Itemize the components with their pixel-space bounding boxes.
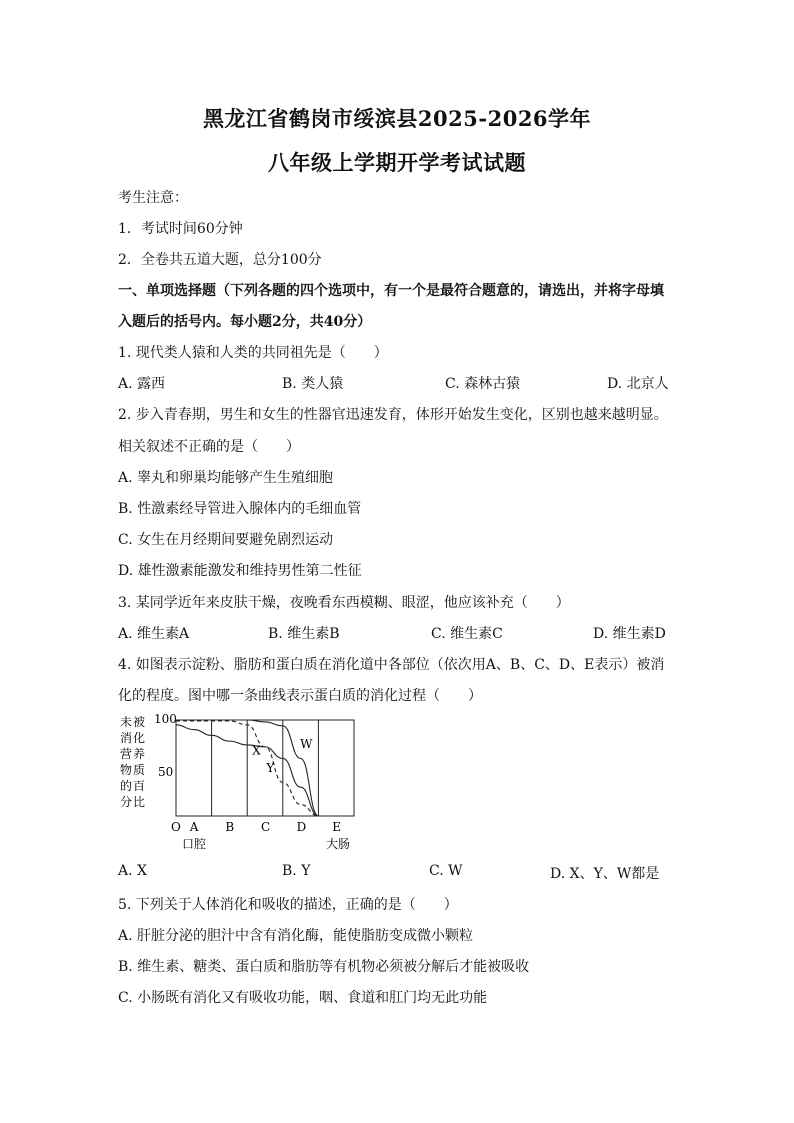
q5-stem: 5. 下列关于人体消化和吸收的描述，正确的是（ ） — [118, 897, 458, 913]
q1-option-b[interactable]: B. 类人猿 — [282, 376, 344, 392]
q2-option-c[interactable]: C. 女生在月经期间要避免剧烈运动 — [118, 532, 334, 548]
q2-option-d[interactable]: D. 雄性激素能激发和维持男性第二性征 — [118, 563, 362, 579]
q2-option-a[interactable]: A. 睾丸和卵巢均能够产生生殖细胞 — [118, 470, 334, 486]
chart-ylabel-char: 被 — [133, 715, 146, 729]
q2-option-b[interactable]: B. 性激素经导管进入腺体内的毛细血管 — [118, 501, 362, 517]
q1-option-d[interactable]: D. 北京人 — [607, 376, 669, 392]
q5-option-a[interactable]: A. 肝脏分泌的胆汁中含有消化酶，能使脂肪变成微小颗粒 — [118, 928, 474, 944]
chart-xtick-A: A — [189, 820, 199, 834]
q3-option-c[interactable]: C. 维生素C — [431, 626, 503, 642]
chart-series-label-W: W — [300, 737, 313, 751]
chart-ylabel — [120, 714, 145, 809]
notice-heading: 考生注意： — [118, 190, 188, 206]
q2-stem-line2: 相关叙述不正确的是（ ） — [118, 439, 300, 455]
chart-xtick-D: D — [296, 820, 307, 834]
chart-xtick-C: C — [261, 820, 271, 834]
section1-instructions-line1: 一、单项选择题（下列各题的四个选项中，有一个是最符合题意的，请选出，并将字母填 — [118, 283, 664, 299]
q5-option-b[interactable]: B. 维生素、糖类、蛋白质和脂肪等有机物必须被分解后才能被吸收 — [118, 959, 530, 975]
chart-xtick-B: B — [225, 820, 235, 834]
chart-ylabel-char: 化 — [133, 731, 146, 745]
chart-ylabel-char: 未 — [120, 715, 133, 729]
q4-option-a[interactable]: A. X — [118, 863, 147, 879]
notice-item-1: 1．考试时间60分钟 — [118, 221, 243, 237]
chart-xsublabel-mouth: 口腔 — [182, 837, 207, 851]
chart-plot-frame — [176, 720, 354, 816]
chart-ylabel-char: 营 — [120, 747, 133, 761]
chart-xtick-labels — [189, 820, 341, 834]
chart-ylabel-char: 分 — [120, 795, 133, 809]
chart-ylabel-char: 质 — [133, 763, 146, 777]
q3-option-a[interactable]: A. 维生素A — [118, 626, 190, 642]
q3-stem: 3. 某同学近年来皮肤干燥，夜晚看东西模糊、眼涩，他应该补充（ ） — [118, 595, 570, 611]
chart-series-label-X: X — [252, 743, 261, 758]
chart-ylabel-char: 消 — [120, 731, 133, 745]
chart-frame-rect — [176, 720, 354, 816]
chart-ylabel-char: 百 — [133, 779, 146, 793]
section1-instructions-line2: 入题后的括号内。每小题2分，共40分） — [118, 314, 372, 330]
chart-ylabel-char: 养 — [133, 747, 146, 761]
chart-xsublabel-large-intestine: 大肠 — [326, 837, 351, 851]
q1-stem: 1. 现代类人猿和人类的共同祖先是（ ） — [118, 345, 388, 361]
q4-option-b[interactable]: B. Y — [282, 863, 311, 879]
q1-option-c[interactable]: C. 森林古猿 — [445, 376, 521, 392]
digestion-chart — [116, 712, 366, 854]
q3-option-d[interactable]: D. 维生素D — [593, 626, 666, 642]
exam-title-line2: 八年级上学期开学考试试题 — [268, 150, 526, 175]
chart-ylabel-char: 物 — [120, 763, 133, 777]
q4-stem-line2: 化的程度。图中哪一条曲线表示蛋白质的消化过程（ ） — [118, 688, 482, 704]
exam-title-line1: 黑龙江省鹤岗市绥滨县2025-2026学年 — [202, 106, 592, 131]
notice-item-2: 2．全卷共五道大题，总分100分 — [118, 252, 322, 268]
q4-stem-line1: 4. 如图表示淀粉、脂肪和蛋白质在消化道中各部位（依次用A、B、C、D、E表示）被消 — [118, 657, 665, 673]
q2-stem-line1: 2. 步入青春期，男生和女生的性器官迅速发育，体形开始发生变化，区别也越来越明显。 — [118, 407, 668, 423]
chart-ytick-50: 50 — [158, 765, 174, 779]
chart-series-label-Y: Y — [266, 761, 275, 775]
q4-option-c[interactable]: C. W — [429, 863, 463, 879]
chart-ytick-100: 100 — [154, 712, 177, 726]
q4-option-d[interactable]: D. X、Y、W都是 — [550, 866, 660, 882]
q1-option-a[interactable]: A. 露西 — [118, 376, 166, 392]
q3-option-b[interactable]: B. 维生素B — [268, 626, 340, 642]
chart-ylabel-char: 的 — [120, 779, 133, 793]
chart-ylabel-char: 比 — [133, 795, 146, 809]
chart-origin-label: O — [171, 820, 181, 834]
q5-option-c[interactable]: C. 小肠既有消化又有吸收功能，咽、食道和肛门均无此功能 — [118, 990, 488, 1006]
chart-xtick-E: E — [332, 820, 341, 834]
